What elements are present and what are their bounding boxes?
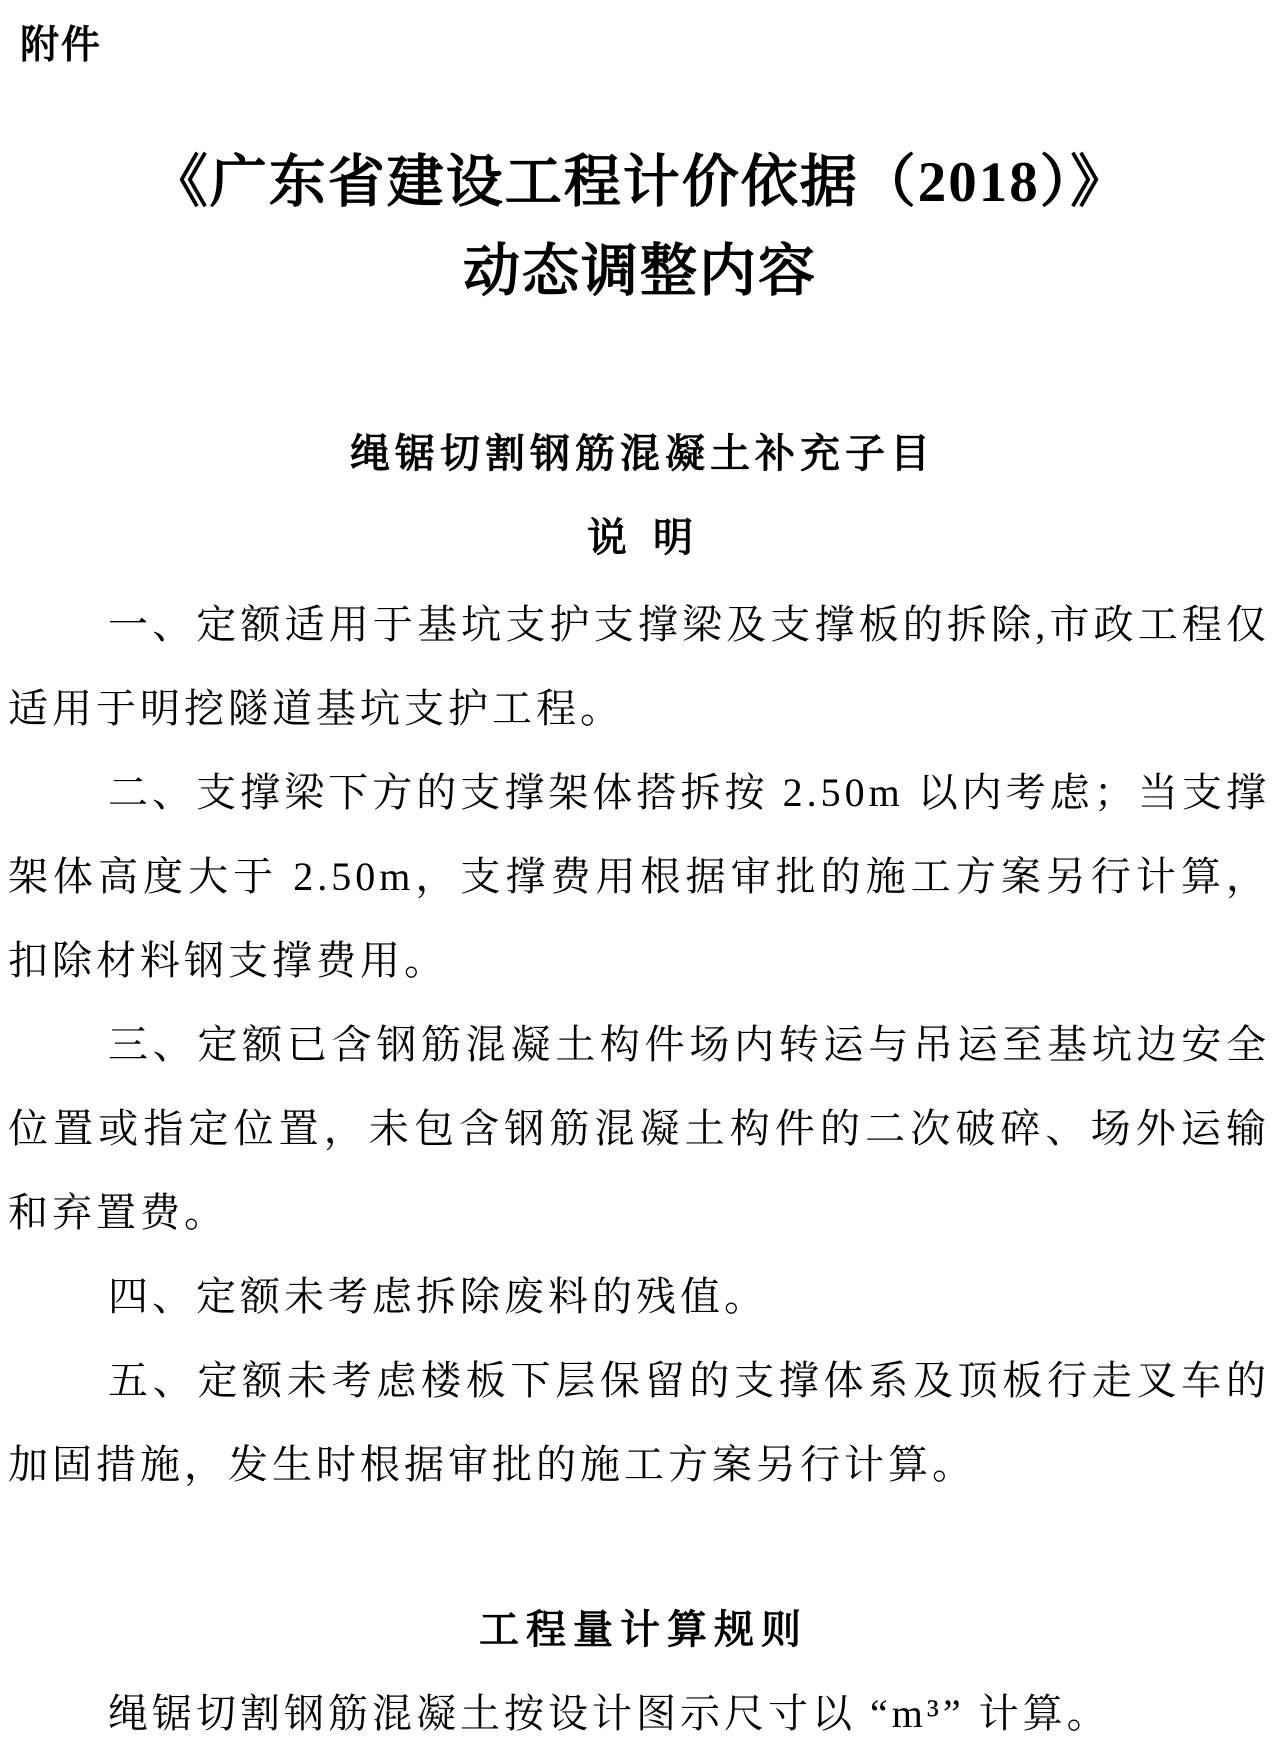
rules-heading: 工程量计算规则 (479, 1608, 808, 1652)
note-paragraph-4: 四、定额未考虑拆除废料的残值。 (108, 1274, 768, 1319)
attachment-label: 附件 (20, 24, 103, 67)
note-paragraph-2: 二、支撑梁下方的支撑架体搭拆按 2.50m 以内考虑；当支撑架体高度大于 2.50m，支撑费用根据审批的施工方案另行计算，扣除材料钢支撑费用。 (8, 770, 1270, 983)
document-title (0, 138, 1280, 316)
section-title: 绳锯切割钢筋混凝土补充子目 (350, 432, 935, 476)
note-paragraph-3: 三、定额已含钢筋混凝土构件场内转运与吊运至基坑边安全位置或指定位置，未包含钢筋混凝土构件的二次破碎、场外运输和弃置费。 (8, 1022, 1270, 1235)
document-title-line2: 动态调整内容 (463, 240, 817, 303)
note-paragraph-1: 一、定额适用于基坑支护支撑梁及支撑板的拆除,市政工程仅适用于明挖隧道基坑支护工程。 (8, 602, 1270, 731)
notes-heading: 说明 (587, 516, 719, 560)
note-paragraph-5: 五、定额未考虑楼板下层保留的支撑体系及顶板行走叉车的加固措施，发生时根据审批的施工方案另行计算。 (8, 1358, 1270, 1487)
rules-paragraph: 绳锯切割钢筋混凝土按设计图示尺寸以 “m³” 计算。 (108, 1691, 1111, 1736)
notes-body (8, 583, 1270, 1507)
document-title-line1: 《广东省建设工程计价依据（2018）》 (150, 151, 1130, 214)
